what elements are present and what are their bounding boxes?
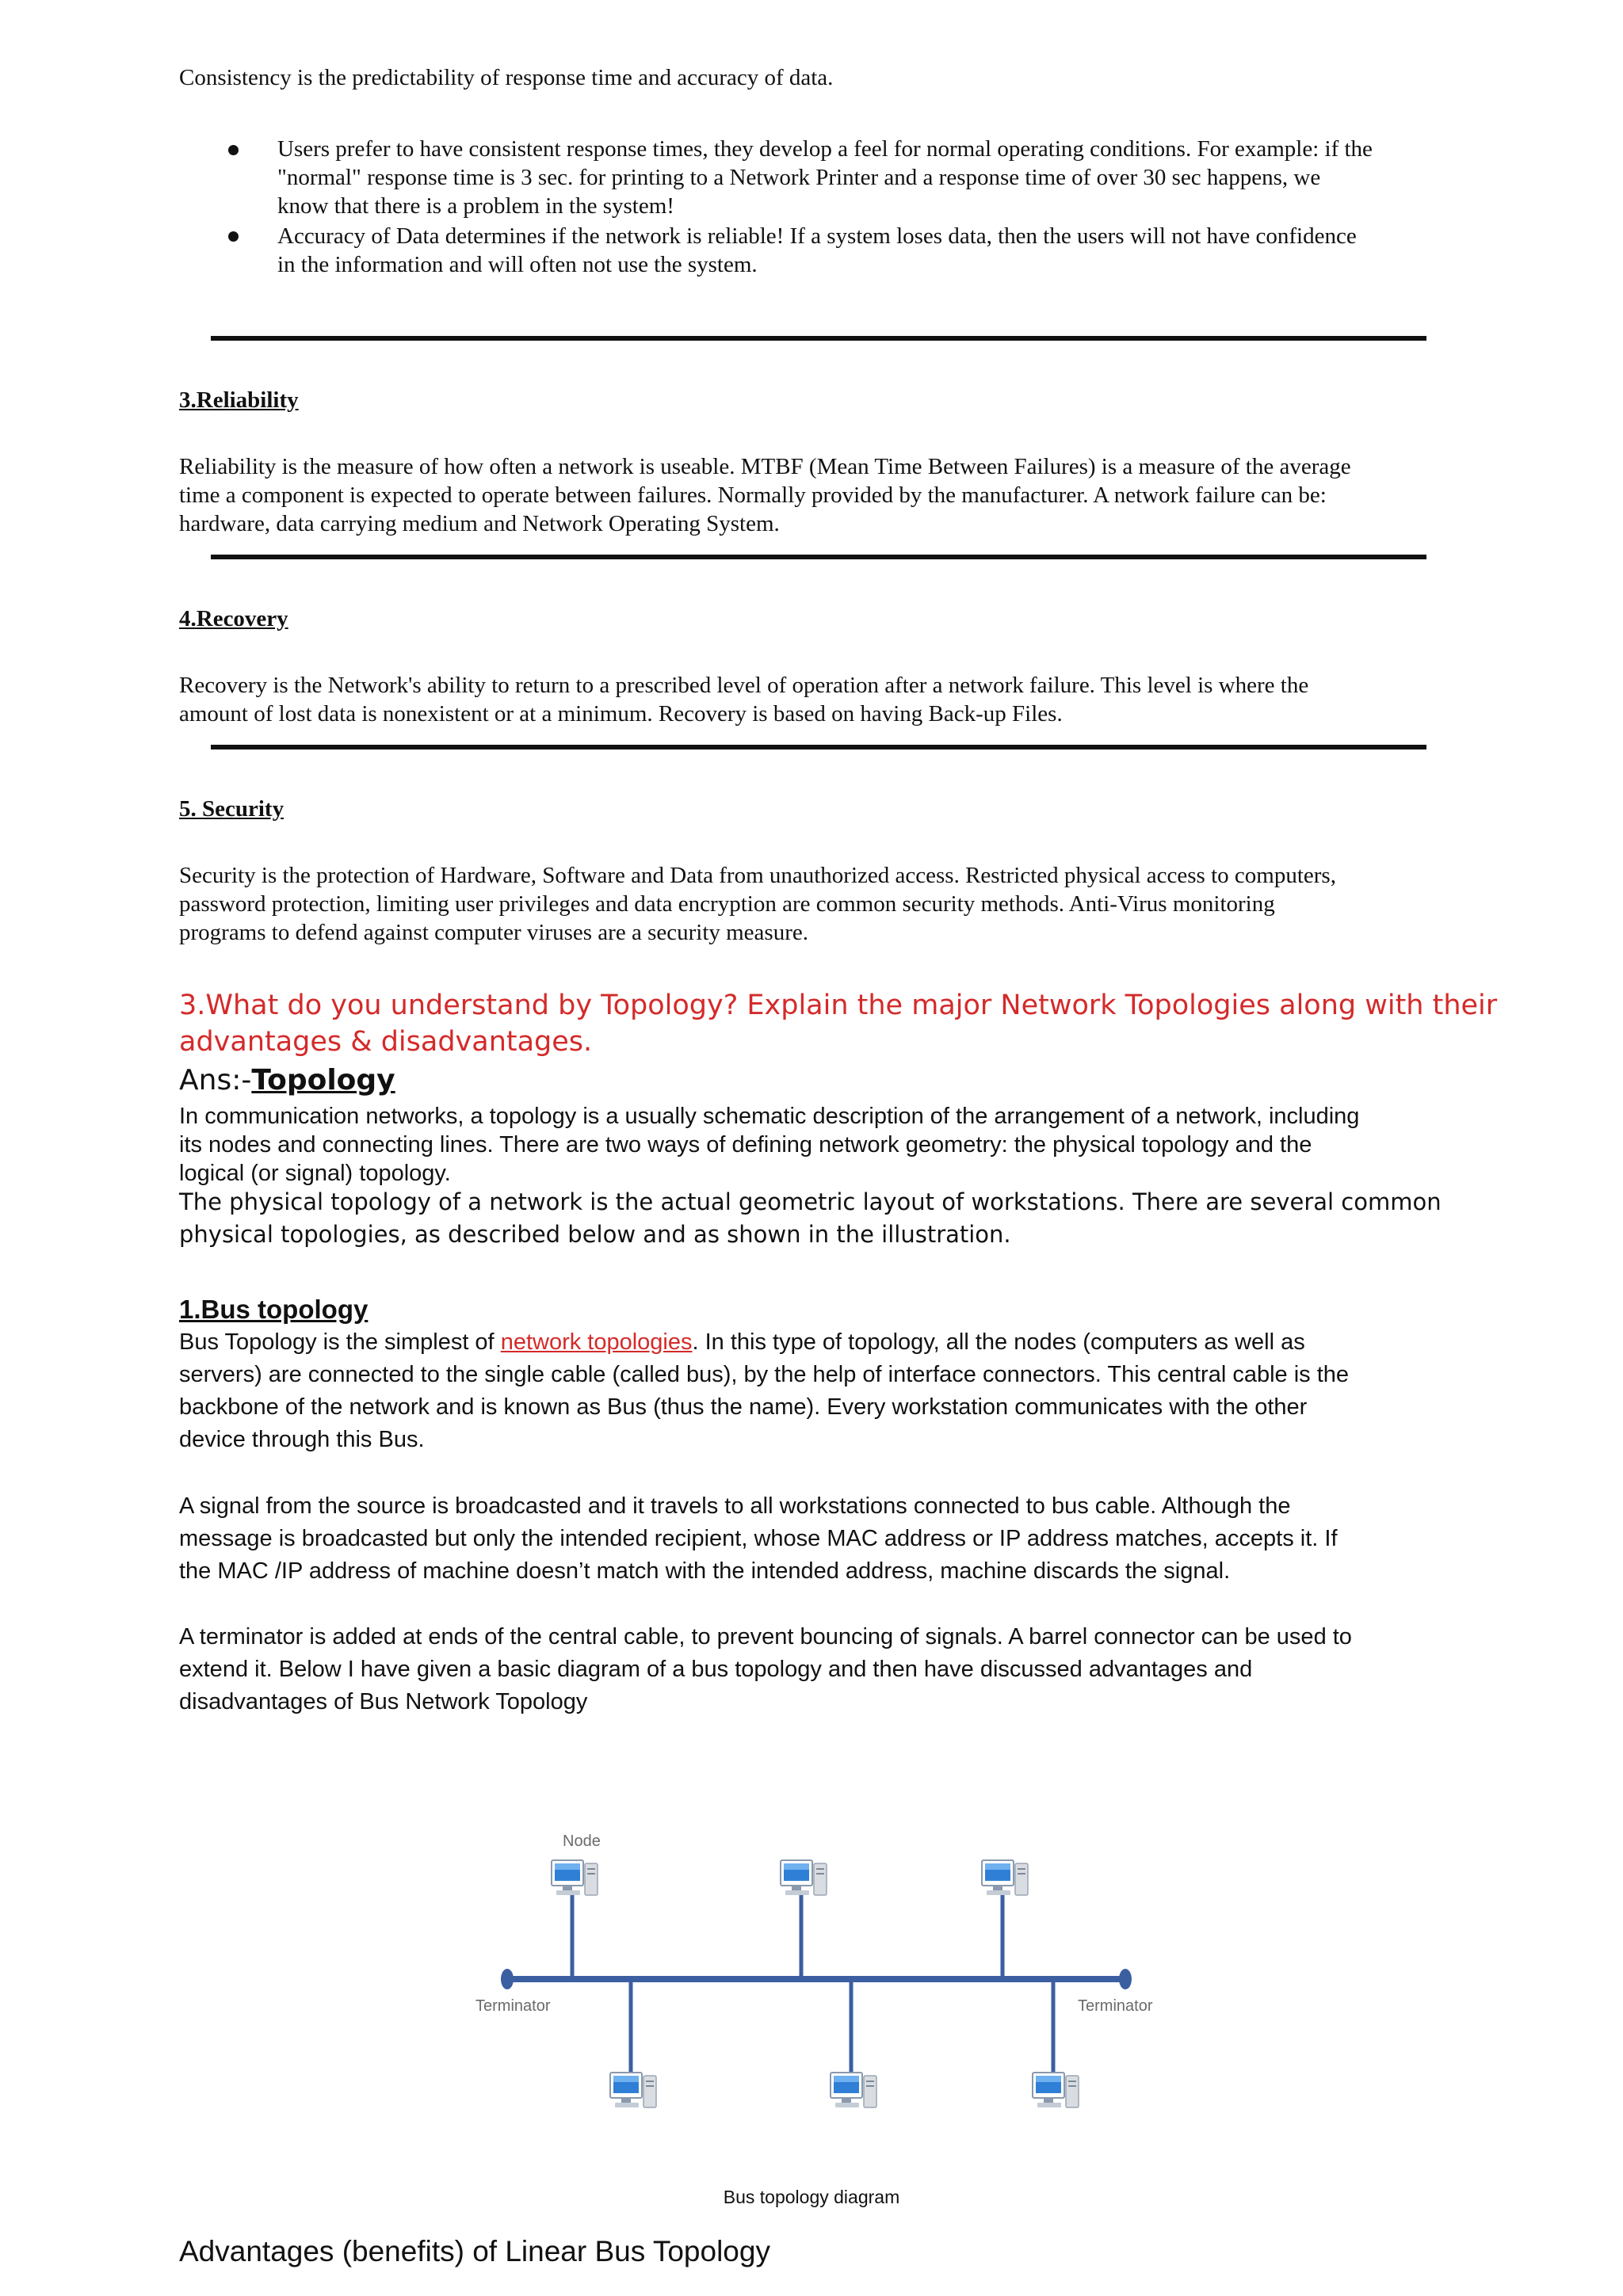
advantages-heading: Advantages (benefits) of Linear Bus Topology [179, 2235, 770, 2267]
text-span: . In this type of topology, all the nodes (computers as well as [692, 1329, 1305, 1355]
text-line: time a component is expected to operate between failures. Normally provided by the manufacturer. A network failure can be: [179, 482, 1327, 508]
text-line: 3.What do you understand by Topology? Explain the major Network Topologies along with their [179, 990, 1498, 1021]
text-line [179, 1326, 1349, 1359]
computer-node-icon [982, 1860, 1028, 1895]
text-line: the MAC /IP address of machine doesn’t match with the intended address, machine discards the signal. [179, 1558, 1231, 1584]
text-line: servers) are connected to the single cable (called bus), by the help of interface connectors. This central cable is the [179, 1362, 1350, 1387]
text-line: The physical topology of a network is the actual geometric layout of workstations. There are several common [179, 1188, 1442, 1215]
text-line: Accuracy of Data determines if the network is reliable! If a system loses data, then the users will not have confidence [277, 223, 1357, 249]
text-line: programs to defend against computer viruses are a security measure. [179, 920, 808, 945]
text-line: Users prefer to have consistent response times, they develop a feel for normal operating conditions. For example: if the [277, 136, 1373, 162]
text-line: know that there is a problem in the system! [277, 193, 674, 219]
consistency-intro: Consistency is the predictability of response time and accuracy of data. [179, 65, 834, 90]
consistency-bullet-1 [277, 135, 1373, 220]
text-line: Reliability is the measure of how often a network is useable. MTBF (Mean Time Between Failures) is a measure of the average [179, 454, 1351, 479]
bus-topology-heading: 1.Bus topology [179, 1295, 369, 1324]
computer-node-icon [610, 2073, 656, 2107]
text-line: backbone of the network and is known as Bus (thus the name). Every workstation communicates with the other [179, 1394, 1308, 1420]
answer-label [179, 1063, 395, 1098]
terminator-right-label: Terminator [1078, 1997, 1153, 2015]
recovery-paragraph [179, 671, 1308, 728]
text-line: password protection, limiting user privileges and data encryption are common security methods. Anti-Virus monitoring [179, 891, 1275, 917]
consistency-bullet-2 [277, 222, 1357, 279]
text-line: hardware, data carrying medium and Network Operating System. [179, 511, 780, 536]
text-line: A signal from the source is broadcasted and it travels to all workstations connected to bus cable. Although the [179, 1493, 1291, 1519]
text-line: disadvantages of Bus Network Topology [179, 1689, 588, 1714]
terminator-right [1119, 1969, 1132, 1989]
text-line: A terminator is added at ends of the central cable, to prevent bouncing of signals. A barrel connector can be used to [179, 1624, 1352, 1650]
diagram-caption: Bus topology diagram [723, 2187, 900, 2207]
text-line: extend it. Below I have given a basic diagram of a bus topology and then have discussed advantages and [179, 1657, 1253, 1682]
text-line: in the information and will often not use the system. [277, 252, 758, 277]
terminator-left-label: Terminator [475, 1997, 551, 2015]
computer-node-icon [781, 1860, 827, 1895]
section-divider [211, 336, 1426, 341]
bullet-dot [228, 231, 239, 242]
question-heading [179, 987, 1497, 1060]
reliability-paragraph [179, 452, 1351, 538]
computer-node-icon [831, 2073, 876, 2107]
bus-paragraph-1 [179, 1326, 1349, 1456]
bus-paragraph-3 [179, 1621, 1352, 1718]
security-heading: 5. Security [179, 796, 285, 822]
text-span: Bus Topology is the simplest of [179, 1329, 501, 1355]
physical-topology-paragraph [179, 1186, 1442, 1251]
terminator-left [501, 1969, 514, 1989]
text-line: advantages & disadvantages. [179, 1026, 593, 1058]
node-label: Node [563, 1833, 601, 1850]
text-line: amount of lost data is nonexistent or at a minimum. Recovery is based on having Back-up Files. [179, 701, 1063, 727]
answer-prefix: Ans:- [179, 1064, 252, 1097]
text-line: "normal" response time is 3 sec. for printing to a Network Printer and a response time of over 30 sec happens, we [277, 165, 1321, 190]
bus-topology-diagram [444, 1806, 1189, 2139]
text-line: its nodes and connecting lines. There are two ways of defining network geometry: the physical topology and the [179, 1132, 1312, 1158]
text-line: In communication networks, a topology is a usually schematic description of the arrangement of a network, including [179, 1104, 1360, 1129]
recovery-heading: 4.Recovery [179, 606, 288, 631]
topology-definition [179, 1102, 1359, 1188]
section-divider [211, 745, 1426, 749]
text-line: device through this Bus. [179, 1427, 425, 1452]
computer-node-icon [1033, 2073, 1079, 2107]
topology-title: Topology [251, 1064, 395, 1097]
reliability-heading: 3.Reliability [179, 387, 299, 413]
text-line: physical topologies, as described below and as shown in the illustration. [179, 1221, 1011, 1248]
text-line: Recovery is the Network's ability to return to a prescribed level of operation after a network failure. This level is where the [179, 673, 1309, 698]
text-line: message is broadcasted but only the intended recipient, whose MAC address or IP address matches, accepts it. If [179, 1526, 1338, 1551]
text-line: Security is the protection of Hardware, Software and Data from unauthorized access. Restricted physical access to computers, [179, 863, 1336, 888]
network-topologies-link[interactable]: network topologies [500, 1329, 693, 1355]
bus-paragraph-2 [179, 1490, 1338, 1588]
section-divider [211, 555, 1426, 559]
bullet-dot [228, 145, 239, 155]
computer-node-icon [552, 1860, 598, 1895]
security-paragraph [179, 861, 1336, 947]
text-line: logical (or signal) topology. [179, 1161, 451, 1186]
